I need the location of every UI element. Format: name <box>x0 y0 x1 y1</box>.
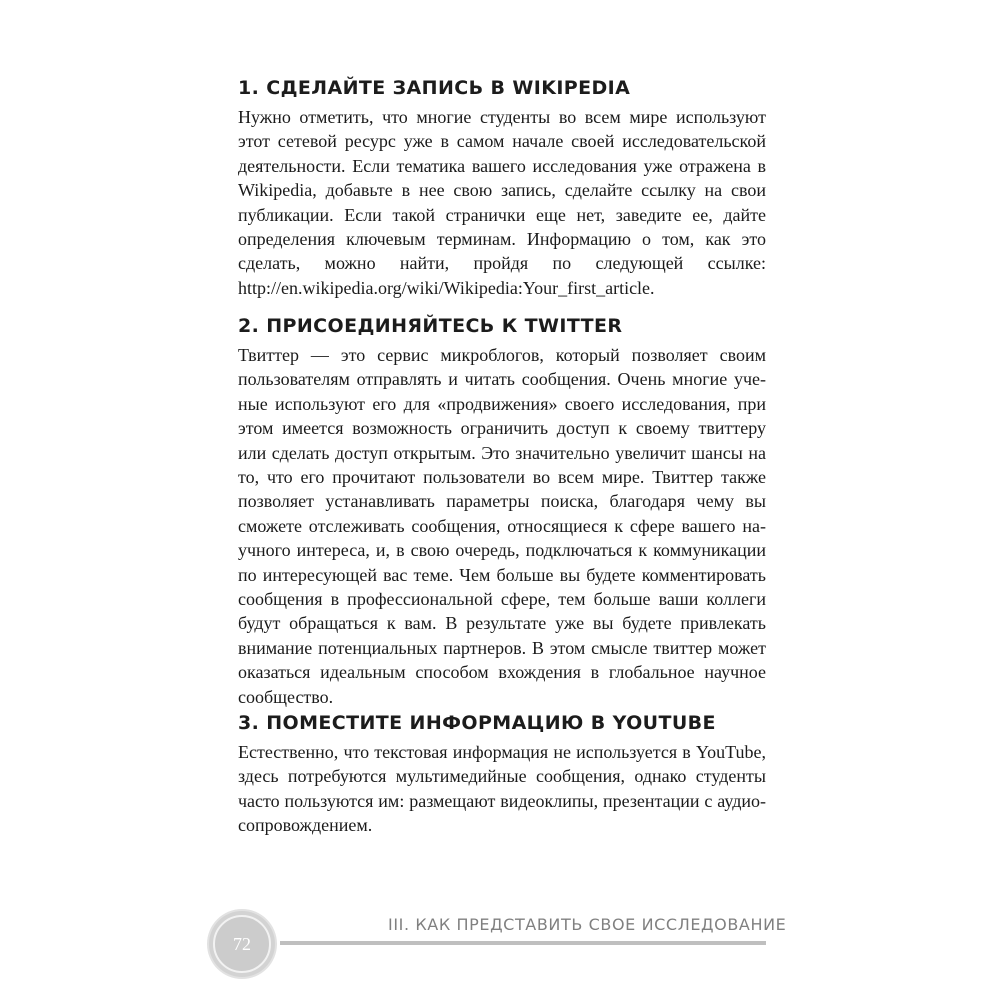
section-wikipedia <box>238 75 766 300</box>
section-heading: 2. ПРИСОЕДИНЯЙТЕСЬ К TWITTER <box>238 315 623 337</box>
running-head: III. КАК ПРЕДСТАВИТЬ СВОЕ ИССЛЕДОВАНИЕ <box>388 915 787 934</box>
section-body: Твиттер — это сервис микроблогов, который позволяет своим пользователям отправлять и читать сообщения. Очень многие ученые используют его для «продвижения» своего исследования, при этом имеется возможность ограничить доступ к своему твиттеру или сделать доступ открытым. Это значительно увеличит шансы на то, что его прочитают пользователи во всем мире. Твиттер также позволяет устанавливать параметры поиска, благодаря чему вы сможете отслеживать сообщения, относящиеся к сфере вашего научного интереса, и, в свою очередь, подключаться к коммуникации по интересующей вас теме. Чем больше вы будете комментировать сообщения в профессиональной сфере, тем больше ваши коллеги будут обращаться к вам. В результате уже вы будете привлекать внимание потенциальных партнеров. В этом смысле твиттер может оказаться идеальным способом вхождения в глобальное научное сообщество. <box>238 345 766 707</box>
section-youtube <box>238 710 766 838</box>
section-heading: 3. ПОМЕСТИТЕ ИНФОРМАЦИЮ В YOUTUBE <box>238 712 716 734</box>
page-number: 72 <box>233 934 251 954</box>
footer-rule <box>280 941 766 945</box>
section-twitter <box>238 313 766 709</box>
section-body: Естественно, что текстовая информация не используется в YouTube, здесь потребуются мультимедийные сообщения, однако студенты часто пользуются им: размещают видеоклипы, презентации с аудио-сопровождением. <box>238 742 766 836</box>
section-heading: 1. СДЕЛАЙТЕ ЗАПИСЬ В WIKIPEDIA <box>238 77 631 99</box>
page-number-badge <box>209 911 275 977</box>
section-body: Нужно отметить, что многие студенты во всем мире используют этот сетевой ресурс уже в самом начале своей исследовательской деятельности. Если тематика вашего исследования уже отражена в Wikipedia, добавьте в нее свою запись, сделайте ссылку на свои публикации. Если такой странички еще нет, заведите ее, дайте определения ключевым терминам. Информацию о том, как это сделать, можно найти, пройдя по следующей ссылке: http://en.wikipedia.org/wiki/Wikipedia:Your_first_article. <box>238 107 766 298</box>
